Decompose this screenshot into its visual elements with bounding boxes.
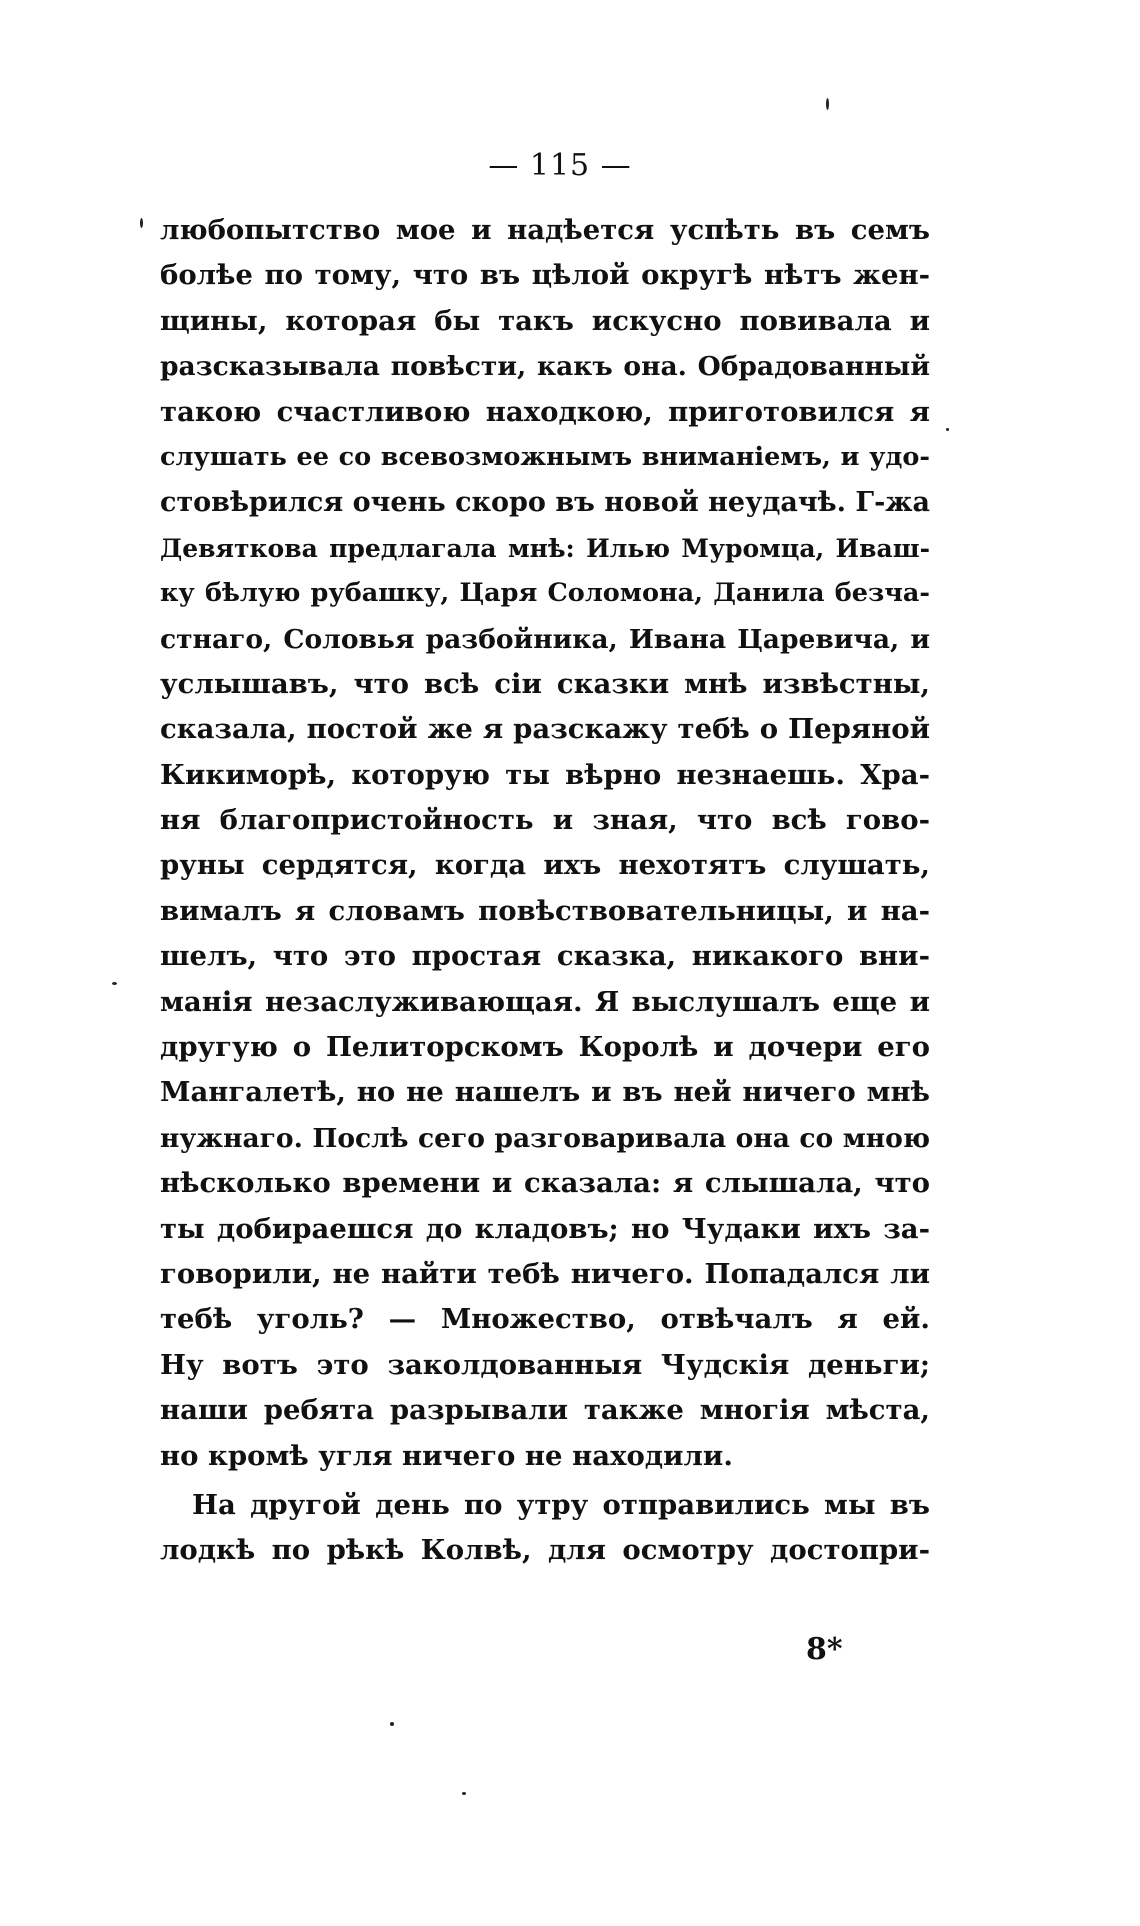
text-line: другую о Пелиторскомъ Королѣ и дочери его [160, 1031, 930, 1064]
text-line: услышавъ, что всѣ сіи сказки мнѣ извѣстны, [160, 667, 930, 700]
scan-speck [462, 1792, 466, 1795]
text-line: шелъ, что это простая сказка, никакого вни- [160, 940, 930, 973]
text-line: ты добираешся до кладовъ; но Чудаки ихъ за- [160, 1212, 930, 1245]
text-line: руны сердятся, когда ихъ нехотятъ слушать, [160, 849, 930, 882]
text-line: наши ребята разрывали также многія мѣста, [160, 1394, 930, 1427]
page-number: — 115 — [488, 148, 632, 183]
paragraph [160, 208, 930, 1479]
text-line: нѣсколько времени и сказала: я слышала, что [160, 1167, 930, 1200]
text-line: такою счастливою находкою, приготовился я [160, 395, 930, 428]
text-line: манія незаслуживающая. Я выслушалъ еще и [160, 985, 930, 1018]
text-line: лодкѣ по рѣкѣ Колвѣ, для осмотру достопри- [160, 1534, 930, 1567]
text-line: ку бѣлую рубашку, Царя Соломона, Данила безча- [160, 578, 930, 609]
text-line: Мангалетѣ, но не нашелъ и въ ней ничего мнѣ [160, 1076, 930, 1109]
text-line: стнаго, Соловья разбойника, Ивана Царевича, и [160, 623, 930, 655]
text-line: тебѣ уголь? — Множество, отвѣчалъ я ей. [160, 1303, 930, 1336]
text-line: говорили, не найти тебѣ ничего. Попадался ли [160, 1257, 930, 1290]
text-line: но кромѣ угля ничего не находили. [160, 1439, 733, 1472]
text-line: болѣе по тому, что въ цѣлой округѣ нѣтъ жен- [160, 259, 930, 292]
text-line: нужнаго. Послѣ сего разговаривала она со мною [160, 1122, 930, 1154]
text-line: ня благопристойность и зная, что всѣ гово- [160, 804, 930, 837]
text-line: сказала, постой же я разскажу тебѣ о Перяной [160, 713, 930, 746]
text-line: щины, которая бы такъ искусно повивала и [160, 304, 930, 337]
text-line: Кикиморѣ, которую ты вѣрно незнаешь. Хра- [160, 758, 930, 791]
text-line: Девяткова предлагала мнѣ: Илью Муромца, Иваш- [160, 533, 930, 563]
text-line: На другой день по утру отправились мы въ [192, 1488, 930, 1521]
paragraph [160, 1483, 930, 1574]
text-line: стовѣрился очень скоро въ новой неудачѣ. Г-жа [160, 487, 931, 519]
body-text [160, 208, 930, 1574]
text-line: любопытство мое и надѣется успѣть въ семъ [160, 214, 930, 246]
text-line: вималъ я словамъ повѣствовательницы, и на- [160, 894, 930, 927]
scan-speck [946, 428, 949, 431]
scan-speck [112, 982, 117, 985]
scan-speck [826, 98, 829, 110]
text-line: разсказывала повѣсти, какъ она. Обрадованный [160, 351, 930, 383]
text-line: Ну вотъ это заколдованныя Чудскія деньги; [160, 1348, 930, 1381]
signature-mark: 8* [806, 1632, 843, 1667]
text-line: слушать ее со всевозможнымъ вниманіемъ, и удо- [160, 441, 930, 472]
scan-speck [140, 218, 143, 228]
scan-speck [390, 1722, 394, 1726]
